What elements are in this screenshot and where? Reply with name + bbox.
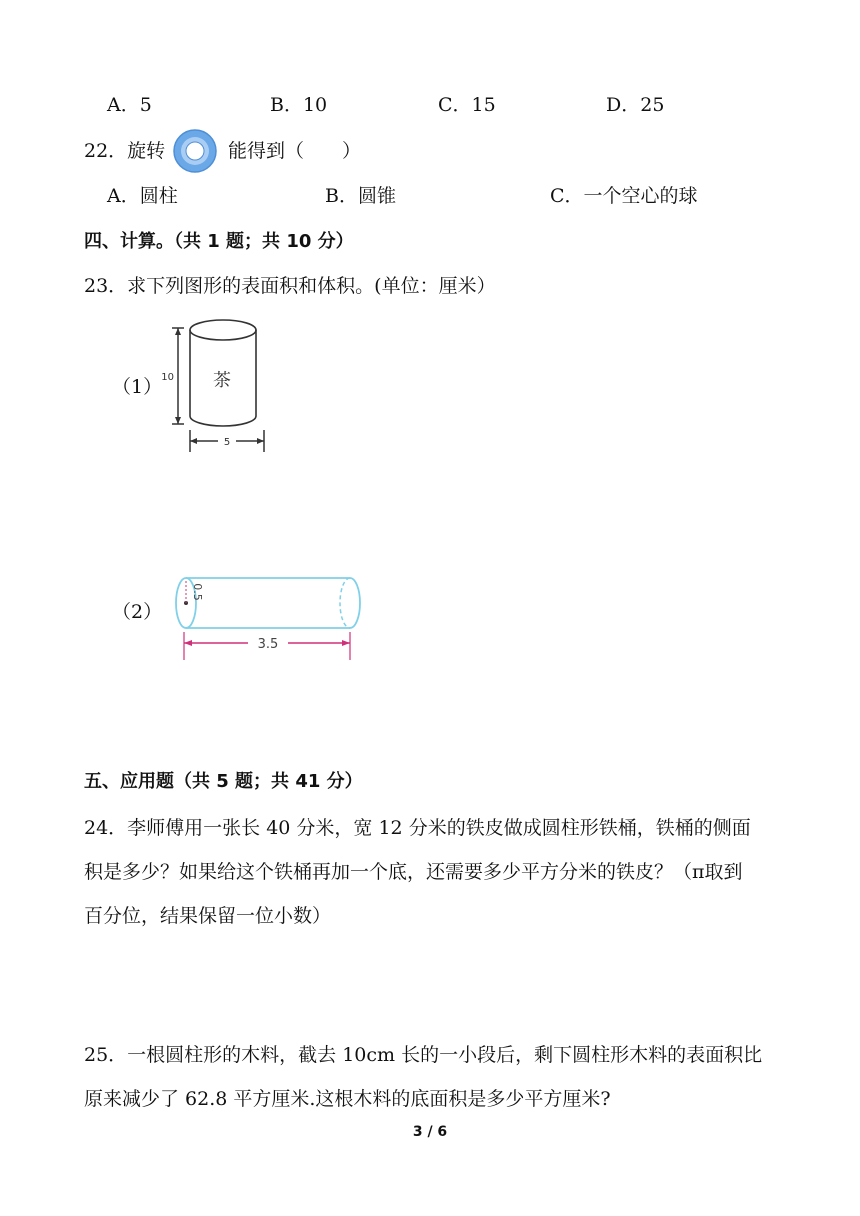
cylinder-figure-1 bbox=[160, 318, 270, 458]
q23-part2-label: （2） bbox=[112, 601, 163, 623]
q22-prefix: 22．旋转 bbox=[84, 140, 166, 162]
section5-heading: 五、应用题（共 5 题；共 41 分） bbox=[84, 771, 363, 792]
section4-heading: 四、计算。（共 1 题；共 10 分） bbox=[84, 231, 354, 252]
fig2-radius-label: 0.5 bbox=[191, 583, 204, 601]
page-number: 3 / 6 bbox=[412, 1124, 448, 1140]
q22-option-b: B．圆锥 bbox=[325, 185, 396, 207]
q22-option-a: A．圆柱 bbox=[107, 185, 178, 207]
ring-icon bbox=[171, 128, 219, 174]
q21-option-b: B．10 bbox=[270, 94, 328, 116]
fig2-length-label: 3.5 bbox=[257, 637, 279, 652]
q24-line-2: 积是多少？如果给这个铁桶再加一个底，还需要多少平方分米的铁皮？（π取到 bbox=[84, 861, 743, 883]
q24-question bbox=[84, 806, 784, 938]
q21-option-c: C．15 bbox=[438, 94, 496, 116]
q24-line-1: 24．李师傅用一张长 40 分米，宽 12 分米的铁皮做成圆柱形铁桶，铁桶的侧面 bbox=[84, 817, 751, 839]
q21-option-d: D．25 bbox=[606, 94, 665, 116]
q22-option-c: C．一个空心的球 bbox=[550, 185, 698, 207]
fig1-height-label: 10 bbox=[161, 372, 174, 383]
cylinder-figure-2 bbox=[170, 570, 370, 664]
q25-line-2: 原来减少了 62.8 平方厘米.这根木料的底面积是多少平方厘米? bbox=[84, 1088, 611, 1110]
q24-line-3: 百分位，结果保留一位小数） bbox=[84, 905, 332, 927]
q23-text: 23．求下列图形的表面积和体积。(单位：厘米） bbox=[84, 275, 496, 297]
q21-option-a: A．5 bbox=[107, 94, 152, 116]
q23-part1-label: （1） bbox=[112, 376, 163, 398]
q22-suffix: 能得到（ ） bbox=[228, 140, 362, 162]
fig1-tea-char: 茶 bbox=[213, 370, 231, 391]
fig1-width-label: 5 bbox=[223, 437, 231, 448]
q25-question bbox=[84, 1033, 784, 1121]
q25-line-1: 25．一根圆柱形的木料，截去 10cm 长的一小段后，剩下圆柱形木料的表面积比 bbox=[84, 1044, 763, 1066]
